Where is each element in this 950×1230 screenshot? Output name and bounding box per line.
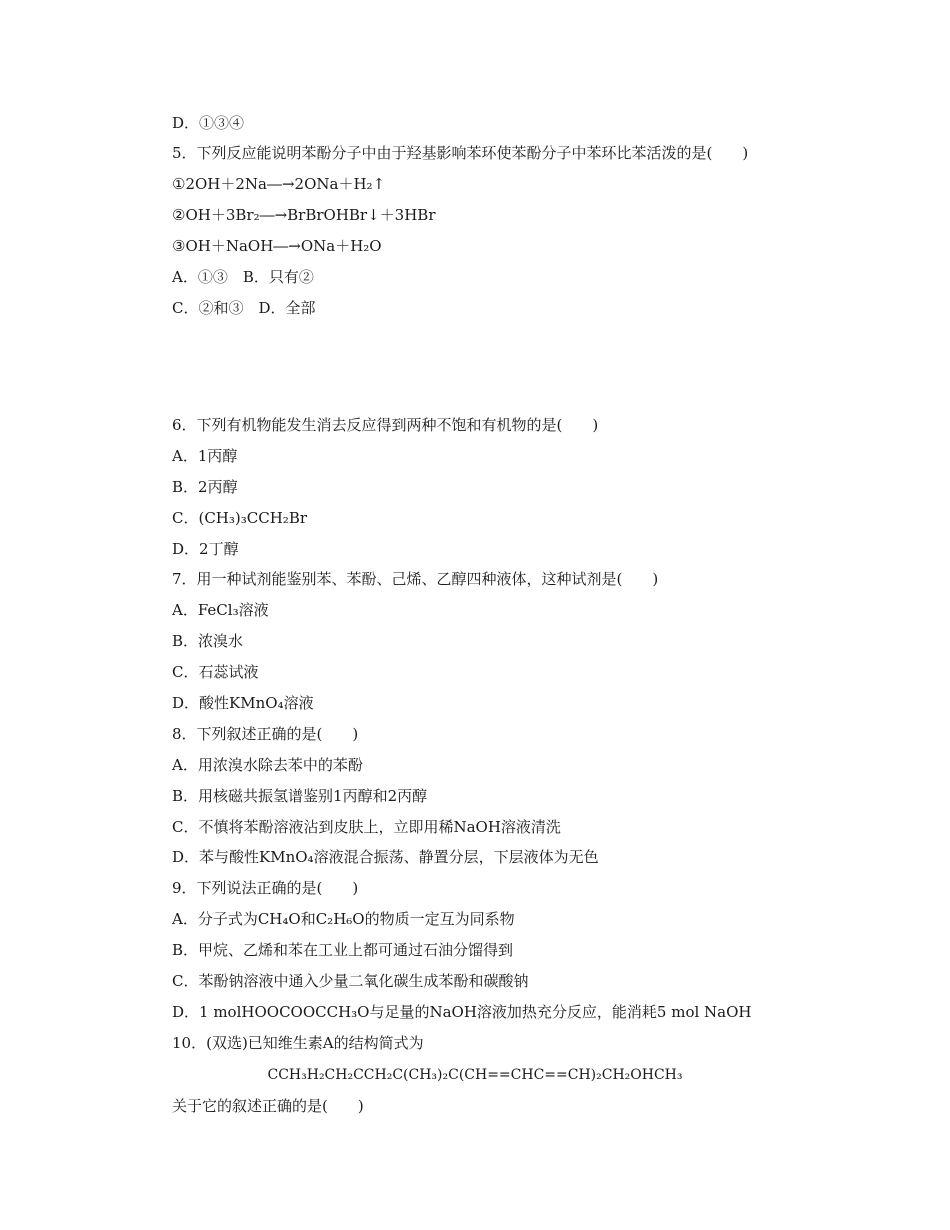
q7-option-d: D．酸性KMnO₄溶液: [172, 694, 314, 712]
q4-option-d: D．①③④: [172, 114, 245, 132]
q5-reaction-3: ③OH＋NaOH―→ONa＋H₂O: [172, 237, 382, 255]
q5-reaction-1: ①2OH＋2Na―→2ONa＋H₂↑: [172, 175, 386, 193]
q8-option-d: D．苯与酸性KMnO₄溶液混合振荡、静置分层，下层液体为无色: [172, 848, 599, 866]
q6-option-b: B．2丙醇: [172, 478, 238, 496]
q7-option-b: B．浓溴水: [172, 632, 244, 650]
q7-option-a: A．FeCl₃溶液: [172, 601, 269, 619]
q8-stem: 8．下列叙述正确的是( ): [172, 725, 359, 743]
q5-options-ab: A．①③ B．只有②: [172, 268, 314, 286]
q7-option-c: C．石蕊试液: [172, 663, 259, 681]
q5-stem: 5．下列反应能说明苯酚分子中由于羟基影响苯环使苯酚分子中苯环比苯活泼的是( ): [172, 144, 749, 162]
q6-stem: 6．下列有机物能发生消去反应得到两种不饱和有机物的是( ): [172, 416, 599, 434]
q6-option-d: D．2丁醇: [172, 540, 239, 558]
q8-option-b: B．用核磁共振氢谱鉴别1丙醇和2丙醇: [172, 787, 428, 805]
q10-tail: 关于它的叙述正确的是( ): [172, 1097, 364, 1115]
q8-option-a: A．用浓溴水除去苯中的苯酚: [172, 756, 363, 774]
q5-options-cd: C．②和③ D．全部: [172, 299, 316, 317]
q7-stem: 7．用一种试剂能鉴别苯、苯酚、己烯、乙醇四种液体，这种试剂是( ): [172, 570, 659, 588]
q8-option-c: C．不慎将苯酚溶液沾到皮肤上，立即用稀NaOH溶液清洗: [172, 818, 561, 836]
q9-option-b: B．甲烷、乙烯和苯在工业上都可通过石油分馏得到: [172, 941, 514, 959]
q6-option-a: A．1丙醇: [172, 447, 238, 465]
q9-option-d: D．1 molHOOCOOCCH₃O与足量的NaOH溶液加热充分反应，能消耗5 mol NaOH: [172, 1003, 752, 1021]
q10-formula: CCH₃H₂CH₂CCH₂C(CH₃)₂C(CH==CHC==CH)₂CH₂OHCH₃: [267, 1067, 683, 1083]
q6-option-c: C．(CH₃)₃CCH₂Br: [172, 509, 308, 527]
q5-reaction-2: ②OH＋3Br₂―→BrBrOHBr↓＋3HBr: [172, 206, 436, 224]
q9-stem: 9．下列说法正确的是( ): [172, 879, 359, 897]
q10-stem: 10．(双选)已知维生素A的结构简式为: [172, 1034, 424, 1052]
q9-option-c: C．苯酚钠溶液中通入少量二氧化碳生成苯酚和碳酸钠: [172, 972, 529, 990]
q9-option-a: A．分子式为CH₄O和C₂H₆O的物质一定互为同系物: [172, 910, 515, 928]
